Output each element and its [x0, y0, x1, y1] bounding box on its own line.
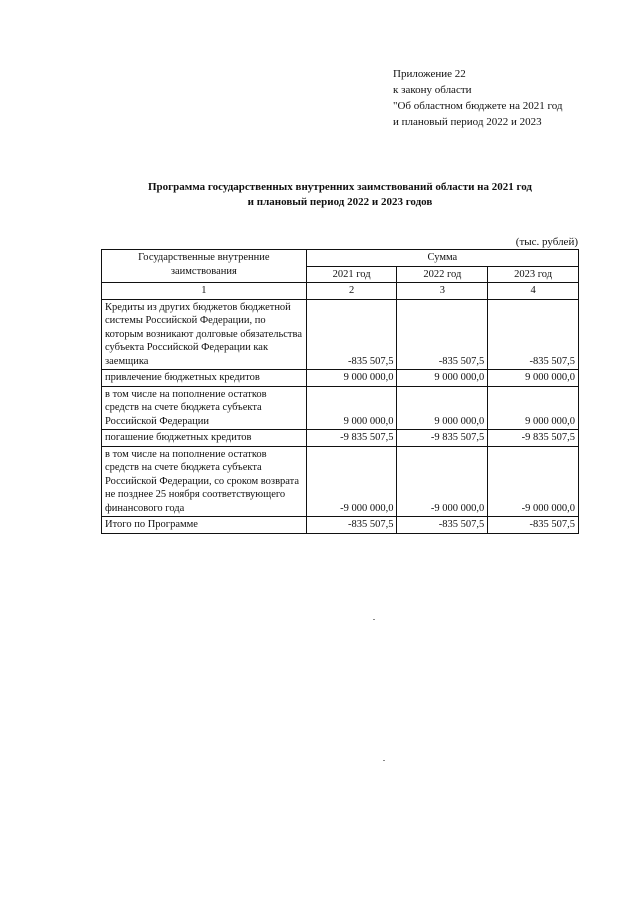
title-line: и плановый период 2022 и 2023 годов: [247, 196, 433, 208]
appendix-line: Приложение 22: [393, 68, 466, 80]
header-year-cell: 2022 год: [397, 266, 488, 283]
table-row: [102, 430, 579, 447]
value-2022: -9 000 000,0: [397, 446, 488, 517]
value-2022: -835 507,5: [397, 517, 488, 534]
appendix-block: [393, 66, 562, 130]
value-2022: -835 507,5: [397, 299, 488, 370]
column-number-cell: 2: [306, 283, 397, 300]
appendix-line: "Об областном бюджете на 2021 год: [393, 100, 563, 112]
scan-speck: [373, 619, 375, 620]
value-2021: 9 000 000,0: [306, 370, 397, 387]
row-label: в том числе на пополнение остатков средств на счете бюджета субъекта Российской Федерации, со сроком возврата не позднее 25 ноября соответствующего финансового года: [102, 446, 307, 517]
value-2022: -9 835 507,5: [397, 430, 488, 447]
value-2023: 9 000 000,0: [488, 370, 579, 387]
header-name-cell: Государственные внутренние заимствования: [102, 250, 307, 283]
scan-speck: [383, 760, 385, 761]
table-row: [102, 446, 579, 517]
appendix-line: к закону области: [393, 84, 472, 96]
value-2023: -835 507,5: [488, 517, 579, 534]
row-label: погашение бюджетных кредитов: [102, 430, 307, 447]
value-2022: 9 000 000,0: [397, 386, 488, 430]
column-number-cell: 4: [488, 283, 579, 300]
row-label: Кредиты из других бюджетов бюджетной системы Российской Федерации, по которым возникают долговые обязательства субъекта Российской Федерации как заемщика: [102, 299, 307, 370]
value-2021: -835 507,5: [306, 299, 397, 370]
value-2021: -9 835 507,5: [306, 430, 397, 447]
value-2023: -9 835 507,5: [488, 430, 579, 447]
value-2023: 9 000 000,0: [488, 386, 579, 430]
header-numbers-row: [102, 283, 579, 300]
document-title: [0, 180, 640, 210]
header-year-cell: 2021 год: [306, 266, 397, 283]
value-2022: 9 000 000,0: [397, 370, 488, 387]
header-row: [102, 250, 579, 267]
column-number-cell: 1: [102, 283, 307, 300]
header-year-cell: 2023 год: [488, 266, 579, 283]
value-2021: -835 507,5: [306, 517, 397, 534]
units-label: (тыс. рублей): [515, 236, 578, 248]
header-sum-cell: Сумма: [306, 250, 578, 267]
value-2023: -9 000 000,0: [488, 446, 579, 517]
title-line: Программа государственных внутренних заимствований области на 2021 год: [147, 181, 532, 193]
appendix-line: и плановый период 2022 и 2023: [393, 116, 542, 128]
borrowing-table: [101, 249, 579, 534]
total-row: [102, 517, 579, 534]
row-label: привлечение бюджетных кредитов: [102, 370, 307, 387]
table-row: [102, 370, 579, 387]
table-row: [102, 386, 579, 430]
value-2021: 9 000 000,0: [306, 386, 397, 430]
value-2021: -9 000 000,0: [306, 446, 397, 517]
row-label: Итого по Программе: [102, 517, 307, 534]
column-number-cell: 3: [397, 283, 488, 300]
table-row: [102, 299, 579, 370]
value-2023: -835 507,5: [488, 299, 579, 370]
row-label: в том числе на пополнение остатков средств на счете бюджета субъекта Российской Федерации: [102, 386, 307, 430]
